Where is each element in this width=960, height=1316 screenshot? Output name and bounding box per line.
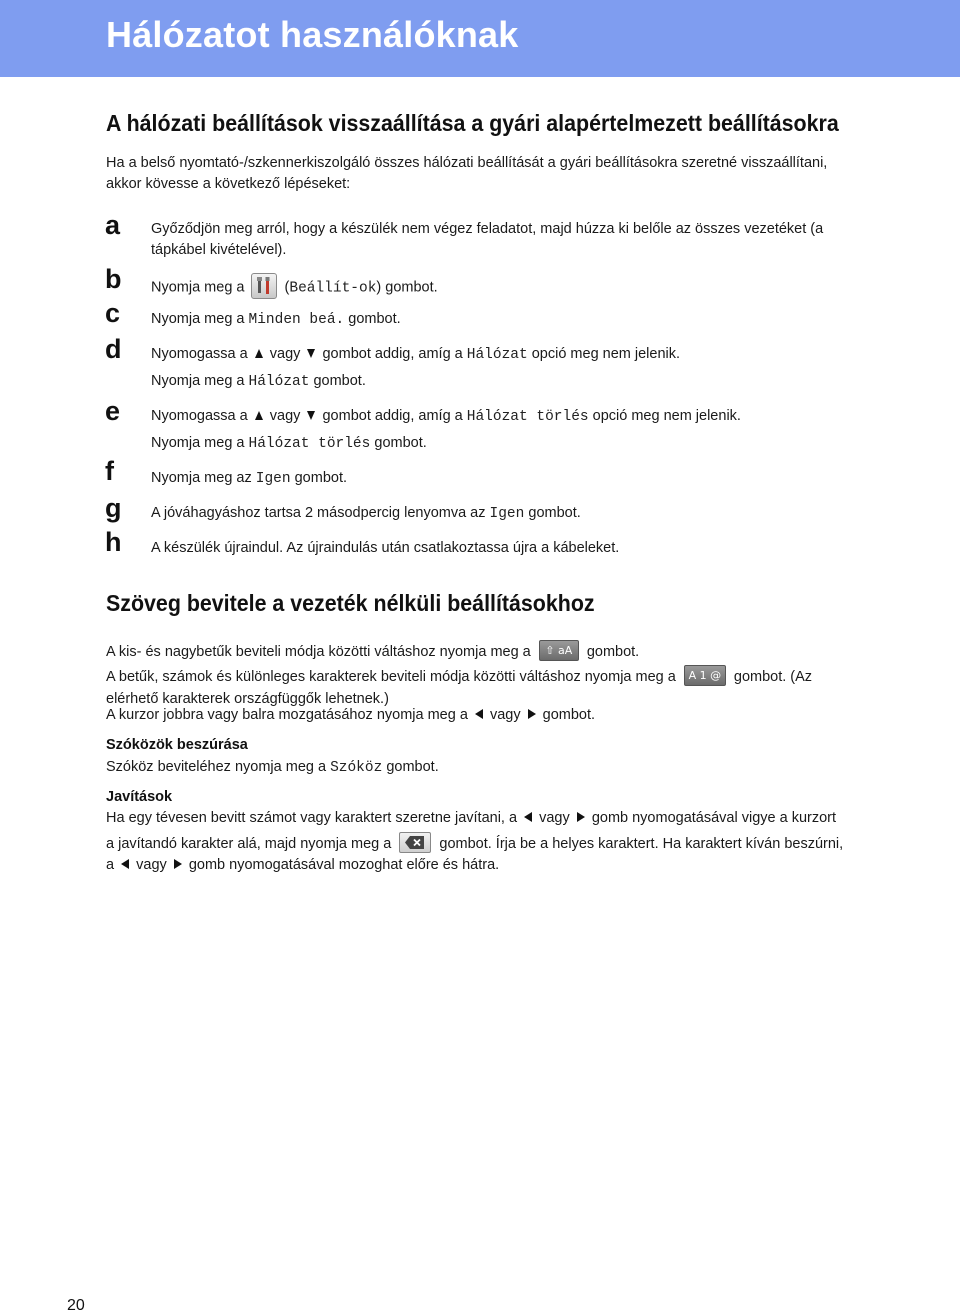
step-e-line2-button: Hálózat törlés (248, 436, 371, 452)
section-heading-network-reset: A hálózati beállítások visszaállítása a gyári alapértelmezett beállításokra (106, 110, 839, 136)
p3-mid: vagy (489, 707, 521, 723)
intro-paragraph (106, 153, 926, 195)
step-b-text: Nyomja meg a (Beállít-ok) gombot. (151, 273, 911, 302)
step-letter-b: b (105, 264, 122, 294)
spaces-pre: Szóköz beviteléhez nyomja meg a (106, 759, 327, 775)
step-e-mid: vagy (269, 408, 301, 424)
step-b-button-name: Beállít-ok (289, 280, 377, 297)
step-d-pre: Nyomogassa a (151, 346, 248, 362)
right-arrow-icon (528, 709, 536, 719)
step-d-post2: opció meg nem jelenik. (531, 346, 681, 362)
intro-line-1: Ha a belső nyomtató-/szkennerkiszolgáló összes hálózati beállítását a gyári beállításokra szeretné visszaállítani, (106, 155, 828, 171)
step-d-line2-button: Hálózat (248, 374, 310, 390)
corr-l1-post: gomb nyomogatásával vigye a kurzort (591, 810, 837, 826)
step-e-pre: Nyomogassa a (151, 408, 248, 424)
corr-l3-post: gomb nyomogatásával mozoghat előre és hátra. (188, 857, 500, 873)
up-arrow-icon (255, 349, 263, 358)
settings-tools-icon (251, 273, 277, 299)
step-letter-g: g (105, 493, 122, 523)
p2-pre: A betűk, számok és különleges karakterek beviteli módja közötti váltáshoz nyomja meg a (106, 668, 676, 685)
p1-post: gombot. (586, 643, 640, 660)
step-e-line2-pre: Nyomja meg a (151, 435, 245, 451)
corr-l3-mid: vagy (136, 857, 167, 873)
step-g-post: gombot. (528, 505, 581, 521)
corr-l3-pre: a (106, 857, 115, 873)
subheading-corrections: Javítások (106, 789, 173, 805)
corr-l2-post: gombot. Írja be a helyes karaktert. Ha karaktert kíván beszúrni, (439, 835, 844, 852)
right-arrow-icon (174, 859, 182, 869)
step-d-line2-post: gombot. (313, 373, 366, 389)
left-arrow-icon (524, 812, 532, 822)
down-arrow-icon (307, 411, 315, 420)
step-e-option: Hálózat törlés (466, 409, 589, 425)
corr-l1-mid: vagy (539, 810, 570, 826)
step-e-line2-post: gombot. (374, 435, 427, 451)
p2-line-2: elérhető karakterek országfüggők lehetnek.) (106, 691, 389, 707)
step-e-text (151, 406, 911, 455)
corr-l2-pre: a javítandó karakter alá, majd nyomja meg a (106, 835, 392, 852)
step-a-text (151, 219, 911, 261)
corrections-line-2 (106, 832, 926, 856)
left-arrow-icon (475, 709, 483, 719)
step-letter-f: f (105, 456, 114, 486)
step-letter-e: e (105, 396, 121, 426)
step-e-post1: gombot addig, amíg a (322, 408, 463, 424)
shift-case-button-icon: ⇧ aA (539, 640, 579, 661)
step-e-post2: opció meg nem jelenik. (592, 408, 741, 424)
space-button-name: Szóköz (330, 760, 383, 776)
intro-line-2: akkor kövesse a következő lépéseket: (106, 176, 351, 192)
right-arrow-icon (577, 812, 585, 822)
p1-pre: A kis- és nagybetűk beviteli módja közötti váltáshoz nyomja meg a (106, 643, 531, 660)
left-arrow-icon (121, 859, 129, 869)
step-b-pre: Nyomja meg a (151, 279, 245, 296)
step-d-mid: vagy (269, 346, 301, 362)
step-c-text (151, 309, 911, 331)
down-arrow-icon (307, 349, 315, 358)
page-header-title: Hálózatot használóknak (106, 14, 519, 55)
step-letter-a: a (105, 210, 121, 240)
page-number: 20 (67, 1297, 85, 1314)
p3-post: gombot. (542, 707, 596, 723)
corr-l1-pre: Ha egy tévesen bevitt számot vagy karaktert szeretne javítani, a (106, 810, 518, 826)
step-letter-d: d (105, 334, 122, 364)
step-d-post1: gombot addig, amíg a (322, 346, 463, 362)
step-f-pre: Nyomja meg az (151, 470, 252, 486)
step-a-line-2: tápkábel kivételével). (151, 242, 287, 258)
spaces-paragraph (106, 757, 926, 779)
step-c-button-name: Minden beá. (248, 312, 345, 328)
subheading-spaces: Szóközök beszúrása (106, 737, 248, 753)
text-input-p2 (106, 665, 926, 710)
step-letter-h: h (105, 527, 122, 557)
up-arrow-icon (255, 411, 263, 420)
step-letter-c: c (105, 298, 121, 328)
step-f-text (151, 468, 911, 490)
step-f-post: gombot. (294, 470, 348, 486)
section-heading-text-input: Szöveg bevitele a vezeték nélküli beállításokhoz (106, 590, 595, 616)
step-g-button: Igen (489, 506, 525, 522)
backspace-icon (399, 832, 431, 853)
spaces-post: gombot. (386, 759, 439, 775)
step-g-pre: A jóváhagyáshoz tartsa 2 másodpercig lenyomva az (151, 505, 486, 521)
step-c-post: gombot. (348, 311, 401, 327)
p3-pre: A kurzor jobbra vagy balra mozgatásához nyomja meg a (106, 707, 468, 723)
corrections-line-3 (106, 855, 926, 876)
text-input-p1 (106, 640, 926, 664)
step-b-post: gombot. (385, 279, 438, 296)
p2-post: gombot. (Az (733, 668, 813, 685)
step-h-text: A készülék újraindul. Az újraindulás után csatlakoztassa újra a kábeleket. (151, 540, 620, 556)
step-f-button: Igen (255, 471, 291, 487)
step-g-text (151, 503, 911, 525)
step-d-line2-pre: Nyomja meg a (151, 373, 245, 389)
text-input-p3 (106, 705, 926, 726)
corrections-line-1 (106, 808, 926, 829)
step-d-option: Hálózat (466, 347, 528, 363)
char-mode-button-icon: A 1 @ (684, 665, 726, 686)
step-c-pre: Nyomja meg a (151, 311, 245, 327)
step-a-line-1: Győződjön meg arról, hogy a készülék nem végez feladatot, majd húzza ki belőle az összes vezetéket (a (151, 221, 824, 237)
step-d-text (151, 344, 911, 393)
